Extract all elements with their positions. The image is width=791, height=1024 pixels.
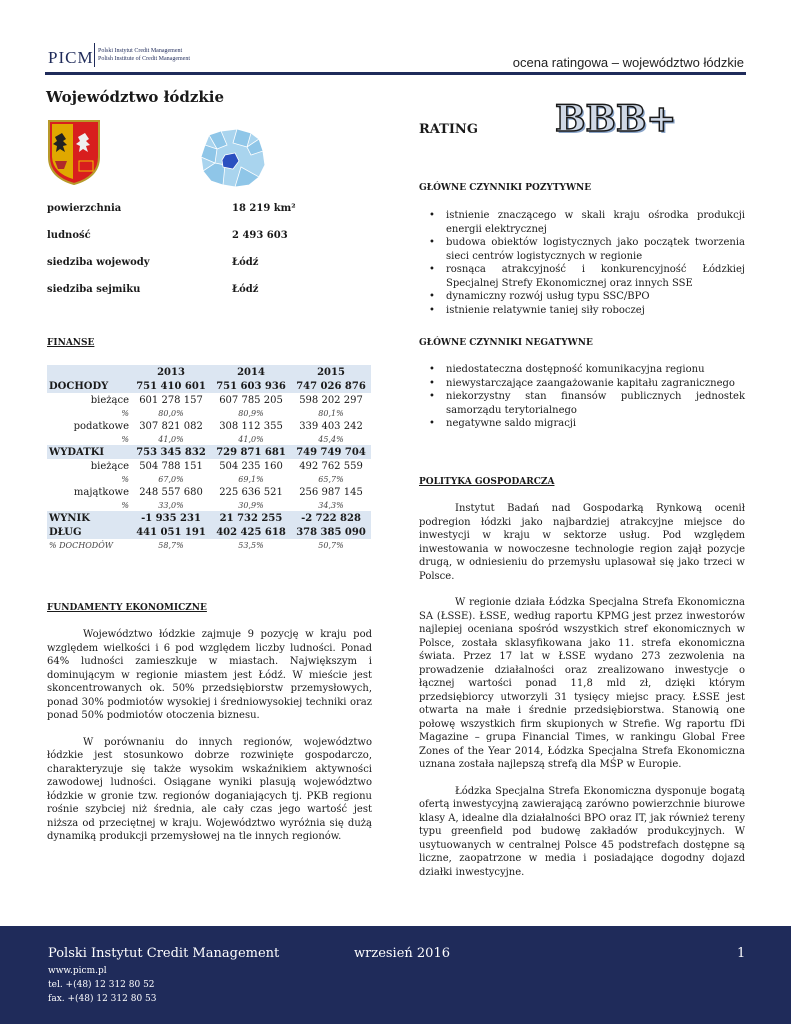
finance-cell: -2 722 828 [291,511,371,525]
logo-divider [94,43,95,67]
fundamenty-paragraph-2: W porównaniu do innych regionów, województwo łódzkie jest stosunkowo dobrze rozwinięte gospodarczo, charakteryzuje się także wysokim wskaźnikiem aktywności zawodowej ludności. Osiągane wyniki plasują województwo łódzkie w gronie tzw. regionów doganiających tj. PKB regionu rośnie szybciej niż średnia, ale cały czas jego wartość jest niższa od przeciętnej w kraju. Województwo wyróżnia się dużą dynamiką produkcji przemysłowej na tle innych regionów. [47,736,372,842]
finance-cell: 45,4% [318,434,344,444]
finance-row-label: majątkowe [73,486,129,498]
polityka-title: POLITYKA GOSPODARCZA [419,477,555,487]
finance-cell: 34,3% [318,500,344,510]
finance-cell: 504 235 160 [219,460,283,472]
finance-table [47,365,371,551]
fact-label-voivode-seat: siedziba wojewody [47,257,150,268]
finance-row-label: WYDATKI [47,445,131,459]
finance-cell: 30,9% [238,500,264,510]
list-item: • budowa obiektów logistycznych jako początek tworzenia sieci centrów logistycznych w regionie [419,236,745,263]
finance-row [47,485,371,499]
list-item: • negatywne saldo migracji [419,417,745,431]
finance-cell: 339 403 242 [299,420,363,432]
finance-cell: 441 051 191 [131,525,211,539]
finance-cell: 50,7% [318,540,344,550]
finance-row [47,511,371,525]
finance-cell: 492 762 559 [299,460,363,472]
finance-cell: 53,5% [238,540,264,550]
footer-date: wrzesień 2016 [354,946,450,961]
finance-row [47,459,371,473]
polityka-text [419,502,745,879]
finance-header-empty [47,365,131,379]
finance-cell: 504 788 151 [139,460,203,472]
finance-row-label: % DOCHODÓW [49,540,113,550]
finance-row-label: DŁUG [47,525,131,539]
finance-row [47,419,371,433]
region-title: Województwo łódzkie [46,88,225,106]
finance-cell: 402 425 618 [211,525,291,539]
finance-cell: 21 732 255 [211,511,291,525]
finance-row-label: WYNIK [47,511,131,525]
fact-value-sejmik-seat: Łódź [232,284,259,295]
footer-website-link[interactable]: www.picm.pl [48,966,107,976]
document-title: ocena ratingowa – województwo łódzkie [512,55,744,70]
finance-cell: 67,0% [158,474,184,484]
list-item: • rosnąca atrakcyjność i konkurencyjność Łódzkiej Specjalnej Strefy Ekonomicznej oraz innych SSE [419,263,745,290]
list-item: • dynamiczny rozwój usług typu SSC/BPO [419,290,745,304]
polityka-paragraph-3: Łódzka Specjalna Strefa Ekonomiczna dysponuje bogatą ofertą inwestycyjną zawierającą zarówno powierzchnie biurowe klasy A, idealne dla działalności BPO oraz IT, jak również tereny typu greenfield pod budowę zakładów produkcyjnych. W usytuowanych w centralnej Polsce 45 podstrefach dostępne są liczne, zaopatrzone w media i posiadające dogodny dojazd działki inwestycyjne. [419,785,745,878]
finance-cell: 69,1% [238,474,264,484]
finance-cell: 601 278 157 [139,394,203,406]
finance-row [47,433,371,445]
finance-row-label: % [121,408,129,418]
footer [0,926,791,1024]
positives-title: GŁÓWNE CZYNNIKI POZYTYWNE [419,183,592,193]
fact-label-area: powierzchnia [47,203,122,214]
negatives-list [419,363,745,431]
finance-year: 2013 [131,365,211,379]
finance-year: 2015 [291,365,371,379]
fundamenty-text [47,628,372,844]
logo-subtitle-pl: Polski Instytut Credit Management [98,48,183,54]
polityka-paragraph-1: Instytut Badań nad Gospodarką Rynkową ocenił podregion łódzki jako najbardziej atrakcyjne miejsce do inwestycji w kraju w sektorze usług. Pod względem inwestowania w nowoczesne technologie region zajął pozycje drugą, w odniesieniu do przemysłu uplasował się jako trzeci w Polsce. [419,503,745,582]
finance-row-label: % [121,500,129,510]
finance-cell: 80,9% [238,408,264,418]
finance-cell: 749 749 704 [291,445,371,459]
finance-cell: 598 202 297 [299,394,363,406]
finance-row [47,525,371,539]
finance-cell: 256 987 145 [299,486,363,498]
finance-cell: 80,1% [318,408,344,418]
finance-row-label: bieżące [90,394,129,406]
positives-list [419,209,745,317]
finance-row [47,499,371,511]
finance-cell: 751 603 936 [211,379,291,393]
rating-label: RATING [419,122,478,137]
finance-cell: 80,0% [158,408,184,418]
finance-cell: 308 112 355 [219,420,283,432]
finance-cell: -1 935 231 [131,511,211,525]
finance-row [47,379,371,393]
list-item: • istnienie relatywnie taniej siły roboczej [419,304,745,318]
fact-value-area: 18 219 km² [232,203,296,214]
header-rule [45,72,746,75]
footer-fax: fax. +(48) 12 312 80 53 [48,994,157,1004]
picm-logo: PICM [48,48,94,67]
fact-label-population: ludność [47,230,91,241]
finance-row-label: DOCHODY [47,379,131,393]
finance-cell: 607 785 205 [219,394,283,406]
finance-row-label: % [121,474,129,484]
negatives-title: GŁÓWNE CZYNNIKI NEGATYWNE [419,338,593,348]
finance-cell: 58,7% [158,540,184,550]
rating-value: BBB+ [555,98,677,140]
finance-cell: 41,0% [238,434,264,444]
finance-cell: 747 026 876 [291,379,371,393]
coat-of-arms-icon [47,119,101,186]
finance-cell: 751 410 601 [131,379,211,393]
fact-label-sejmik-seat: siedziba sejmiku [47,284,141,295]
fact-value-population: 2 493 603 [232,230,288,241]
list-item: • niewystarczające zaangażowanie kapitału zagranicznego [419,377,745,391]
fundamenty-title: FUNDAMENTY EKONOMICZNE [47,603,207,613]
list-item: • niekorzystny stan finansów publicznych jednostek samorządu terytorialnego [419,390,745,417]
finance-cell: 33,0% [158,500,184,510]
list-item: • niedostateczna dostępność komunikacyjna regionu [419,363,745,377]
finance-row [47,445,371,459]
finance-row [47,473,371,485]
finance-row-label: bieżące [90,460,129,472]
finance-cell: 65,7% [318,474,344,484]
page-number: 1 [737,946,746,961]
finance-row-label: podatkowe [73,420,129,432]
logo-subtitle [98,47,190,63]
polityka-paragraph-2: W regionie działa Łódzka Specjalna Strefa Ekonomiczna SA (ŁSSE). ŁSSE, według raportu KPMG jest przez inwestorów najlepiej oceniana spośród wszystkich stref ekonomicznych w Polsce, została sklasyfikowana jako 11. strefa ekonomiczna świata. Przez 17 lat w ŁSSE wydano 273 zezwolenia na prowadzenie działalności oraz zrealizowano inwestycje o łącznej wartości ponad 11,8 mld zł, dzięki którym przedsiębiorcy utworzyli 31 tysięcy miejsc pracy. ŁSSE jest otwarta na małe i średnie przedsiębiorstwa. Stanowią one połowę wszystkich firm skupionych w Strefie. Wg raportu fDi Magazine – grupa Financial Times, w rankingu Global Free Zones of the Year 2014, Łódzka Specjalna Strefa Ekonomiczna uznana została najlepszą strefą dla MŚP w Europie. [419,597,745,770]
finance-cell: 225 636 521 [219,486,283,498]
finance-cell: 378 385 090 [291,525,371,539]
finance-row [47,393,371,407]
finance-row [47,539,371,551]
finance-title: FINANSE [47,338,95,348]
finance-row [47,407,371,419]
fundamenty-paragraph-1: Województwo łódzkie zajmuje 9 pozycję w kraju pod względem wielkości i 6 pod względem liczby ludności. Ponad 64% ludności zamieszkuje w miastach. Największym i dominującym w regionie miastem jest Łódź. W mieście jest skoncentrowanych ok. 50% przedsiębiorstw przemysłowych, ponad 30% podmiotów wysokiej i średniowysokiej techniki oraz ponad 50% podmiotów otoczenia biznesu. [47,629,372,721]
footer-organization: Polski Instytut Credit Management [48,946,280,961]
finance-cell: 753 345 832 [131,445,211,459]
finance-year: 2014 [211,365,291,379]
list-item: • istnienie znaczącego w skali kraju ośrodka produkcji energii elektrycznej [419,209,745,236]
finance-header-row [47,365,371,379]
fact-value-voivode-seat: Łódź [232,257,259,268]
finance-cell: 729 871 681 [211,445,291,459]
finance-row-label: % [121,434,129,444]
footer-phone: tel. +(48) 12 312 80 52 [48,980,155,990]
finance-cell: 41,0% [158,434,184,444]
finance-cell: 248 557 680 [139,486,203,498]
finance-cell: 307 821 082 [139,420,203,432]
poland-map-icon [197,127,269,191]
logo-subtitle-en: Polish Institute of Credit Management [98,56,190,62]
